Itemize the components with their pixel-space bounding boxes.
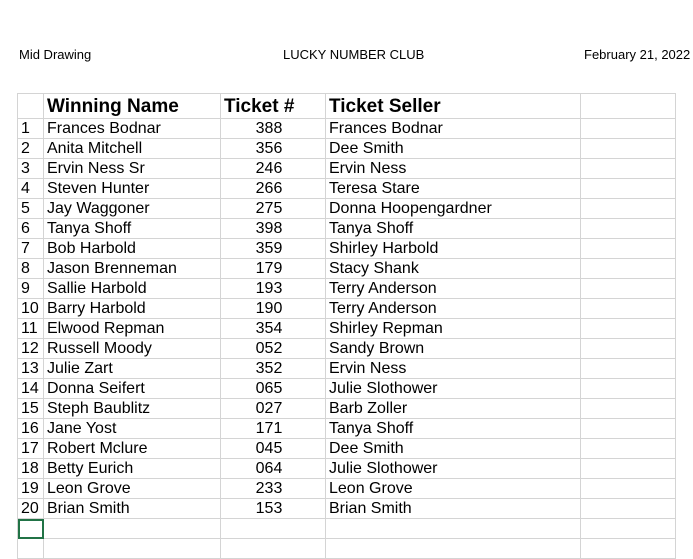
header-cell-empty[interactable]: [18, 94, 44, 119]
empty-cell[interactable]: [581, 519, 676, 539]
ticket-seller-cell[interactable]: Ervin Ness: [326, 159, 581, 179]
row-number-cell[interactable]: 18: [18, 459, 44, 479]
empty-cell[interactable]: [581, 499, 676, 519]
empty-cell[interactable]: [581, 319, 676, 339]
row-number-cell[interactable]: 9: [18, 279, 44, 299]
ticket-seller-cell[interactable]: Julie Slothower: [326, 459, 581, 479]
ticket-seller-cell[interactable]: Ervin Ness: [326, 359, 581, 379]
header-date: February 21, 2022: [584, 47, 691, 62]
empty-row: [18, 519, 676, 539]
table-row: [18, 219, 676, 239]
empty-cell[interactable]: [221, 519, 326, 539]
row-number-cell[interactable]: 17: [18, 439, 44, 459]
row-number-cell[interactable]: 20: [18, 499, 44, 519]
ticket-seller-cell[interactable]: Donna Hoopengardner: [326, 199, 581, 219]
table-row: [18, 299, 676, 319]
ticket-seller-cell[interactable]: Dee Smith: [326, 139, 581, 159]
row-number-cell[interactable]: 5: [18, 199, 44, 219]
empty-cell[interactable]: [581, 379, 676, 399]
column-header-name[interactable]: Winning Name: [44, 94, 221, 119]
empty-cell[interactable]: [581, 439, 676, 459]
empty-cell[interactable]: [221, 539, 326, 559]
winning-name-cell[interactable]: Steven Hunter: [44, 179, 221, 199]
row-number-cell[interactable]: 12: [18, 339, 44, 359]
winners-table: [17, 93, 676, 559]
row-number-cell[interactable]: 1: [18, 119, 44, 139]
ticket-seller-cell[interactable]: Frances Bodnar: [326, 119, 581, 139]
winning-name-cell[interactable]: Steph Baublitz: [44, 399, 221, 419]
winning-name-cell[interactable]: Betty Eurich: [44, 459, 221, 479]
empty-cell[interactable]: [326, 539, 581, 559]
ticket-number-cell[interactable]: 275: [221, 199, 326, 219]
ticket-seller-cell[interactable]: Barb Zoller: [326, 399, 581, 419]
empty-cell[interactable]: [18, 539, 44, 559]
ticket-seller-cell[interactable]: Teresa Stare: [326, 179, 581, 199]
row-number-cell[interactable]: 10: [18, 299, 44, 319]
empty-cell[interactable]: [581, 239, 676, 259]
winning-name-cell[interactable]: Frances Bodnar: [44, 119, 221, 139]
empty-cell[interactable]: [581, 279, 676, 299]
ticket-number-cell[interactable]: 398: [221, 219, 326, 239]
table-row: [18, 259, 676, 279]
header-title: LUCKY NUMBER CLUB: [283, 47, 425, 62]
empty-cell[interactable]: [581, 139, 676, 159]
row-number-cell[interactable]: 13: [18, 359, 44, 379]
ticket-seller-cell[interactable]: Brian Smith: [326, 499, 581, 519]
ticket-seller-cell[interactable]: Julie Slothower: [326, 379, 581, 399]
ticket-number-cell[interactable]: 064: [221, 459, 326, 479]
empty-cell[interactable]: [326, 519, 581, 539]
ticket-number-cell[interactable]: 190: [221, 299, 326, 319]
ticket-seller-cell[interactable]: Tanya Shoff: [326, 419, 581, 439]
table-row: [18, 319, 676, 339]
row-number-cell[interactable]: 4: [18, 179, 44, 199]
empty-cell[interactable]: [581, 199, 676, 219]
empty-cell[interactable]: [581, 159, 676, 179]
table-row: [18, 159, 676, 179]
row-number-cell[interactable]: 3: [18, 159, 44, 179]
table-row: [18, 119, 676, 139]
empty-cell[interactable]: [581, 539, 676, 559]
winning-name-cell[interactable]: Jay Waggoner: [44, 199, 221, 219]
winning-name-cell[interactable]: Brian Smith: [44, 499, 221, 519]
header-left-text: Mid Drawing: [19, 47, 92, 62]
row-number-cell[interactable]: 7: [18, 239, 44, 259]
table-row: [18, 479, 676, 499]
row-number-cell[interactable]: 2: [18, 139, 44, 159]
ticket-number-cell[interactable]: 266: [221, 179, 326, 199]
ticket-seller-cell[interactable]: Shirley Repman: [326, 319, 581, 339]
winning-name-cell[interactable]: Elwood Repman: [44, 319, 221, 339]
ticket-number-cell[interactable]: 356: [221, 139, 326, 159]
ticket-number-cell[interactable]: 045: [221, 439, 326, 459]
winning-name-cell[interactable]: Tanya Shoff: [44, 219, 221, 239]
table-row: [18, 499, 676, 519]
empty-cell[interactable]: [44, 519, 221, 539]
table-row: [18, 199, 676, 219]
page-header: [0, 47, 693, 65]
empty-cell[interactable]: [581, 339, 676, 359]
empty-cell[interactable]: [581, 119, 676, 139]
table-row: [18, 399, 676, 419]
table-row: [18, 279, 676, 299]
ticket-seller-cell[interactable]: Dee Smith: [326, 439, 581, 459]
ticket-number-cell[interactable]: 171: [221, 419, 326, 439]
empty-cell[interactable]: [581, 459, 676, 479]
ticket-seller-cell[interactable]: Terry Anderson: [326, 299, 581, 319]
empty-cell[interactable]: [581, 399, 676, 419]
winning-name-cell[interactable]: Ervin Ness Sr: [44, 159, 221, 179]
ticket-number-cell[interactable]: 354: [221, 319, 326, 339]
table-row: [18, 459, 676, 479]
row-number-cell[interactable]: 16: [18, 419, 44, 439]
winning-name-cell[interactable]: Jason Brenneman: [44, 259, 221, 279]
ticket-number-cell[interactable]: 193: [221, 279, 326, 299]
row-number-cell[interactable]: 14: [18, 379, 44, 399]
empty-cell[interactable]: [44, 539, 221, 559]
ticket-number-cell[interactable]: 233: [221, 479, 326, 499]
table-row: [18, 419, 676, 439]
table-row: [18, 239, 676, 259]
ticket-seller-cell[interactable]: Leon Grove: [326, 479, 581, 499]
table-row: [18, 439, 676, 459]
winning-name-cell[interactable]: Donna Seifert: [44, 379, 221, 399]
empty-cell[interactable]: [581, 259, 676, 279]
ticket-number-cell[interactable]: 179: [221, 259, 326, 279]
table-row: [18, 339, 676, 359]
table-header-row: [18, 94, 676, 119]
empty-row: [18, 539, 676, 559]
table-row: [18, 359, 676, 379]
header-cell-extra[interactable]: [581, 94, 676, 119]
empty-cell[interactable]: [581, 359, 676, 379]
row-number-cell[interactable]: 15: [18, 399, 44, 419]
winning-name-cell[interactable]: Leon Grove: [44, 479, 221, 499]
ticket-number-cell[interactable]: 246: [221, 159, 326, 179]
empty-cell[interactable]: [581, 419, 676, 439]
row-number-cell[interactable]: 11: [18, 319, 44, 339]
winning-name-cell[interactable]: Russell Moody: [44, 339, 221, 359]
ticket-seller-cell[interactable]: Stacy Shank: [326, 259, 581, 279]
winning-name-cell[interactable]: Robert Mclure: [44, 439, 221, 459]
column-header-seller[interactable]: Ticket Seller: [326, 94, 581, 119]
ticket-number-cell[interactable]: 052: [221, 339, 326, 359]
winning-name-cell[interactable]: Anita Mitchell: [44, 139, 221, 159]
ticket-seller-cell[interactable]: Terry Anderson: [326, 279, 581, 299]
ticket-number-cell[interactable]: 352: [221, 359, 326, 379]
ticket-number-cell[interactable]: 027: [221, 399, 326, 419]
row-number-cell[interactable]: 19: [18, 479, 44, 499]
ticket-seller-cell[interactable]: Sandy Brown: [326, 339, 581, 359]
table-row: [18, 139, 676, 159]
selected-cell[interactable]: [18, 519, 44, 539]
ticket-seller-cell[interactable]: Shirley Harbold: [326, 239, 581, 259]
empty-cell[interactable]: [581, 219, 676, 239]
empty-cell[interactable]: [581, 299, 676, 319]
empty-cell[interactable]: [581, 479, 676, 499]
ticket-number-cell[interactable]: 065: [221, 379, 326, 399]
winning-name-cell[interactable]: Sallie Harbold: [44, 279, 221, 299]
winning-name-cell[interactable]: Barry Harbold: [44, 299, 221, 319]
empty-cell[interactable]: [581, 179, 676, 199]
ticket-number-cell[interactable]: 388: [221, 119, 326, 139]
column-header-ticket[interactable]: Ticket #: [221, 94, 326, 119]
ticket-number-cell[interactable]: 153: [221, 499, 326, 519]
ticket-number-cell[interactable]: 359: [221, 239, 326, 259]
row-number-cell[interactable]: 6: [18, 219, 44, 239]
table-row: [18, 179, 676, 199]
winning-name-cell[interactable]: Jane Yost: [44, 419, 221, 439]
winning-name-cell[interactable]: Bob Harbold: [44, 239, 221, 259]
row-number-cell[interactable]: 8: [18, 259, 44, 279]
table-row: [18, 379, 676, 399]
ticket-seller-cell[interactable]: Tanya Shoff: [326, 219, 581, 239]
winning-name-cell[interactable]: Julie Zart: [44, 359, 221, 379]
